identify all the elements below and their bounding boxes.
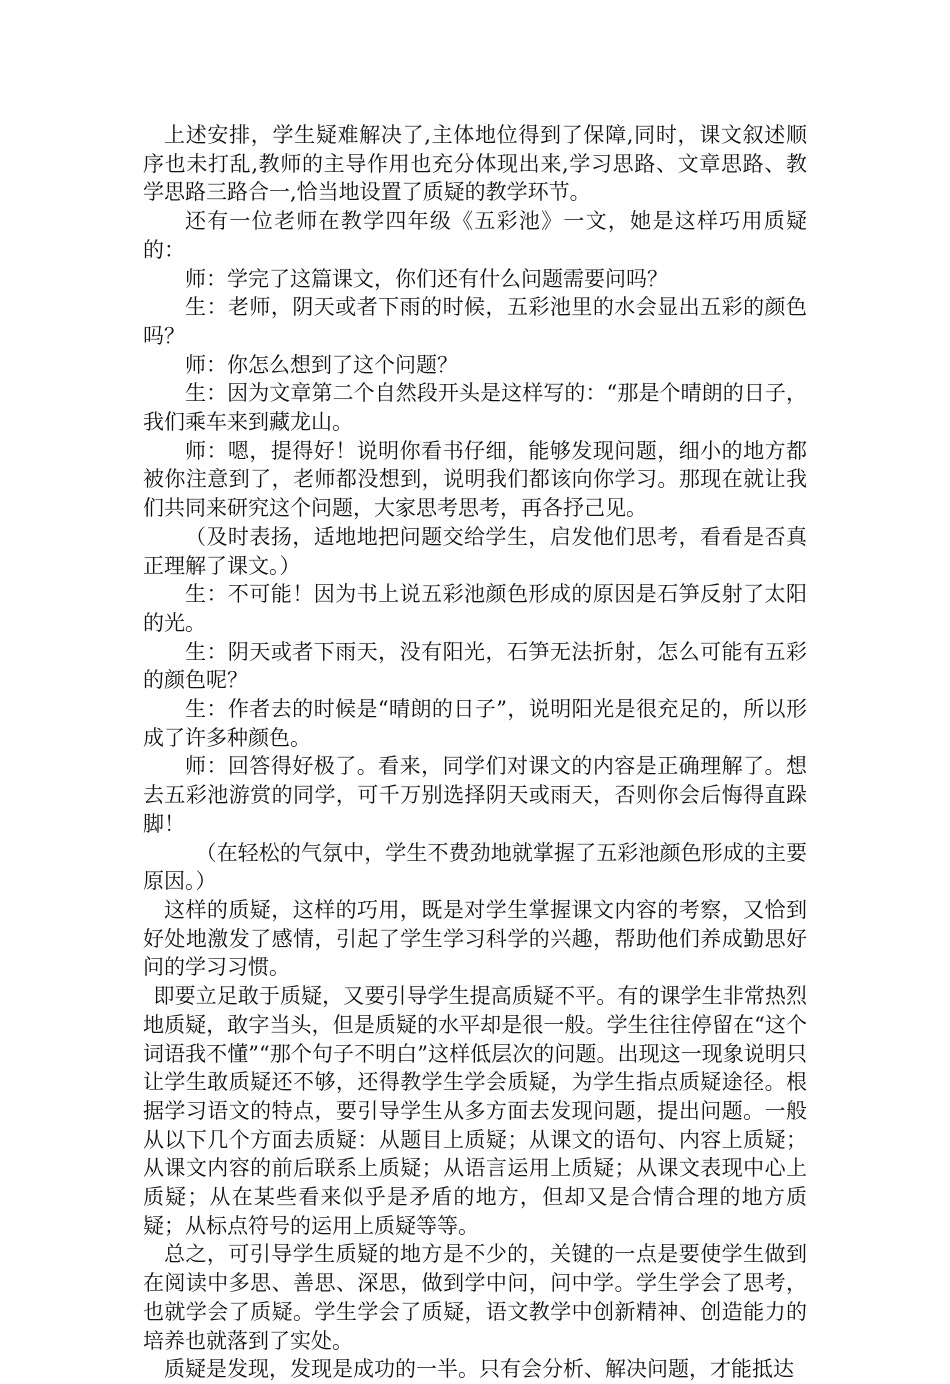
- paragraph: 师：你怎么想到了这个问题？: [185, 352, 458, 377]
- paragraph: 生：因为文章第二个自然段开头是这样写的：“那是个晴朗的日子，我们乘车来到藏龙山。: [143, 381, 807, 435]
- paragraph: 生：老师，阴天或者下雨的时候，五彩池里的水会显出五彩的颜色吗？: [143, 295, 807, 348]
- paragraph: 还有一位老师在教学四年级《五彩池》一文，她是这样巧用质疑的：: [143, 209, 807, 262]
- paragraph: 这样的质疑，这样的巧用，既是对学生掌握课文内容的考察，又恰到好处地激发了感情，引起了学生学习科学的兴趣，帮助他们养成勤思好问的学习习惯。: [143, 897, 807, 980]
- paragraph: （在轻松的气氛中，学生不费劲地就掌握了五彩池颜色形成的主要原因。）: [143, 840, 807, 894]
- paragraph: 生：不可能！因为书上说五彩池颜色形成的原因是石笋反射了太阳的光。: [143, 582, 807, 635]
- paragraph: 师：嗯，提得好！说明你看书仔细，能够发现问题，细小的地方都被你注意到了，老师都没想到，说明我们都该向你学习。那现在就让我们共同来研究这个问题，大家思考思考，再各抒己见。: [143, 438, 807, 521]
- document-body: [143, 121, 807, 1384]
- paragraph: 生：作者去的时候是“晴朗的日子”，说明阳光是很充足的，所以形成了许多种颜色。: [143, 697, 807, 750]
- paragraph: 总之，可引导学生质疑的地方是不少的，关键的一点是要使学生做到在阅读中多思、善思、深思，做到学中问，问中学。学生学会了思考，也就学会了质疑。学生学会了质疑，语文教学中创新精神、创造能力的培养也就落到了实处。: [143, 1242, 807, 1353]
- paragraph: 上述安排，学生疑难解决了,主体地位得到了保障,同时，课文叙述顺序也未打乱,教师的主导作用也充分体现出来,学习思路、文章思路、教学思路三路合一,恰当地设置了质疑的教学环节。: [143, 123, 807, 205]
- paragraph: 即要立足敢于质疑，又要引导学生提高质疑不平。有的课学生非常热烈地质疑，敢字当头，但是质疑的水平却是很一般。学生往往停留在“这个词语我不懂”“那个句子不明白”这样低层次的问题。出现这一现象说明只让学生敢质疑还不够，还得教学生学会质疑，为学生指点质疑途径。根据学习语文的特点，要引导学生从多方面去发现问题，提出问题。一般从以下几个方面去质疑：从题目上质疑；从课文的语句、内容上质疑；从课文内容的前后联系上质疑；从语言运用上质疑；从课文表现中心上质疑；从在某些看来似乎是矛盾的地方，但却又是合情合理的地方质疑；从标点符号的运用上质疑等等。: [143, 984, 807, 1238]
- paragraph: 质疑是发现，发现是成功的一半。只有会分析、解决问题，才能抵达: [164, 1357, 794, 1382]
- paragraph: 师：学完了这篇课文，你们还有什么问题需要问吗？: [185, 266, 668, 291]
- paragraph: （及时表扬，适地地把问题交给学生，启发他们思考，看看是否真正理解了课文。）: [143, 524, 807, 578]
- paragraph: 生：阴天或者下雨天，没有阳光，石笋无法折射，怎么可能有五彩的颜色呢？: [143, 639, 807, 693]
- paragraph: 师：回答得好极了。看来，同学们对课文的内容是正确理解了。想去五彩池游赏的同学，可千万别选择阴天或雨天，否则你会后悔得直跺脚！: [143, 754, 807, 836]
